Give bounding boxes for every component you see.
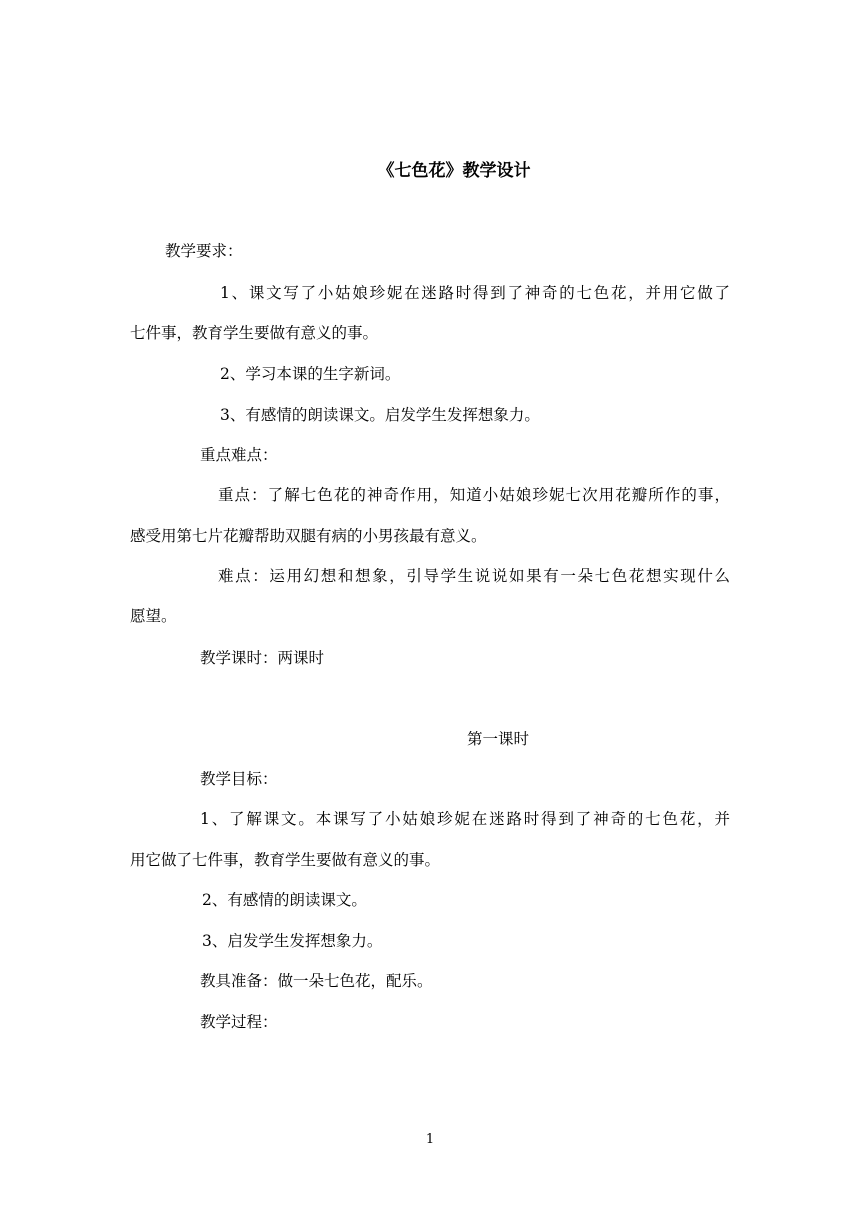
requirement-1-line-2: 七件事，教育学生要做有意义的事。 xyxy=(130,324,379,342)
difficulty-line-1: 难点：运用幻想和想象，引导学生说说如果有一朵七色花想实现什么 xyxy=(218,567,730,585)
lesson-one-heading: 第一课时 xyxy=(467,730,530,748)
difficulty-line-2: 愿望。 xyxy=(130,607,177,625)
requirement-2: 2、学习本课的生字新词。 xyxy=(220,365,401,383)
objective-1-line-1: 1、了解课文。本课写了小姑娘珍妮在迷路时得到了神奇的七色花，并 xyxy=(200,810,730,828)
requirements-heading: 教学要求： xyxy=(165,242,243,260)
objective-1-line-2: 用它做了七件事，教育学生要做有意义的事。 xyxy=(130,851,441,869)
objective-3: 3、启发学生发挥想象力。 xyxy=(202,932,383,950)
objectives-heading: 教学目标： xyxy=(200,770,278,788)
class-hours: 教学课时：两课时 xyxy=(200,649,325,667)
process-heading: 教学过程： xyxy=(200,1013,278,1031)
page-number: 1 xyxy=(425,1132,435,1147)
requirement-1-line-1: 1、课文写了小姑娘珍妮在迷路时得到了神奇的七色花，并用它做了 xyxy=(220,284,730,302)
objective-2: 2、有感情的朗读课文。 xyxy=(202,891,367,909)
key-points-heading: 重点难点： xyxy=(200,446,278,464)
key-point-line-2: 感受用第七片花瓣帮助双腿有病的小男孩最有意义。 xyxy=(130,527,487,545)
document-title: 《七色花》教学设计 xyxy=(377,161,531,181)
requirement-3: 3、有感情的朗读课文。启发学生发挥想象力。 xyxy=(220,406,540,424)
materials: 教具准备：做一朵七色花，配乐。 xyxy=(200,972,433,990)
key-point-line-1: 重点：了解七色花的神奇作用，知道小姑娘珍妮七次用花瓣所作的事， xyxy=(218,486,730,504)
